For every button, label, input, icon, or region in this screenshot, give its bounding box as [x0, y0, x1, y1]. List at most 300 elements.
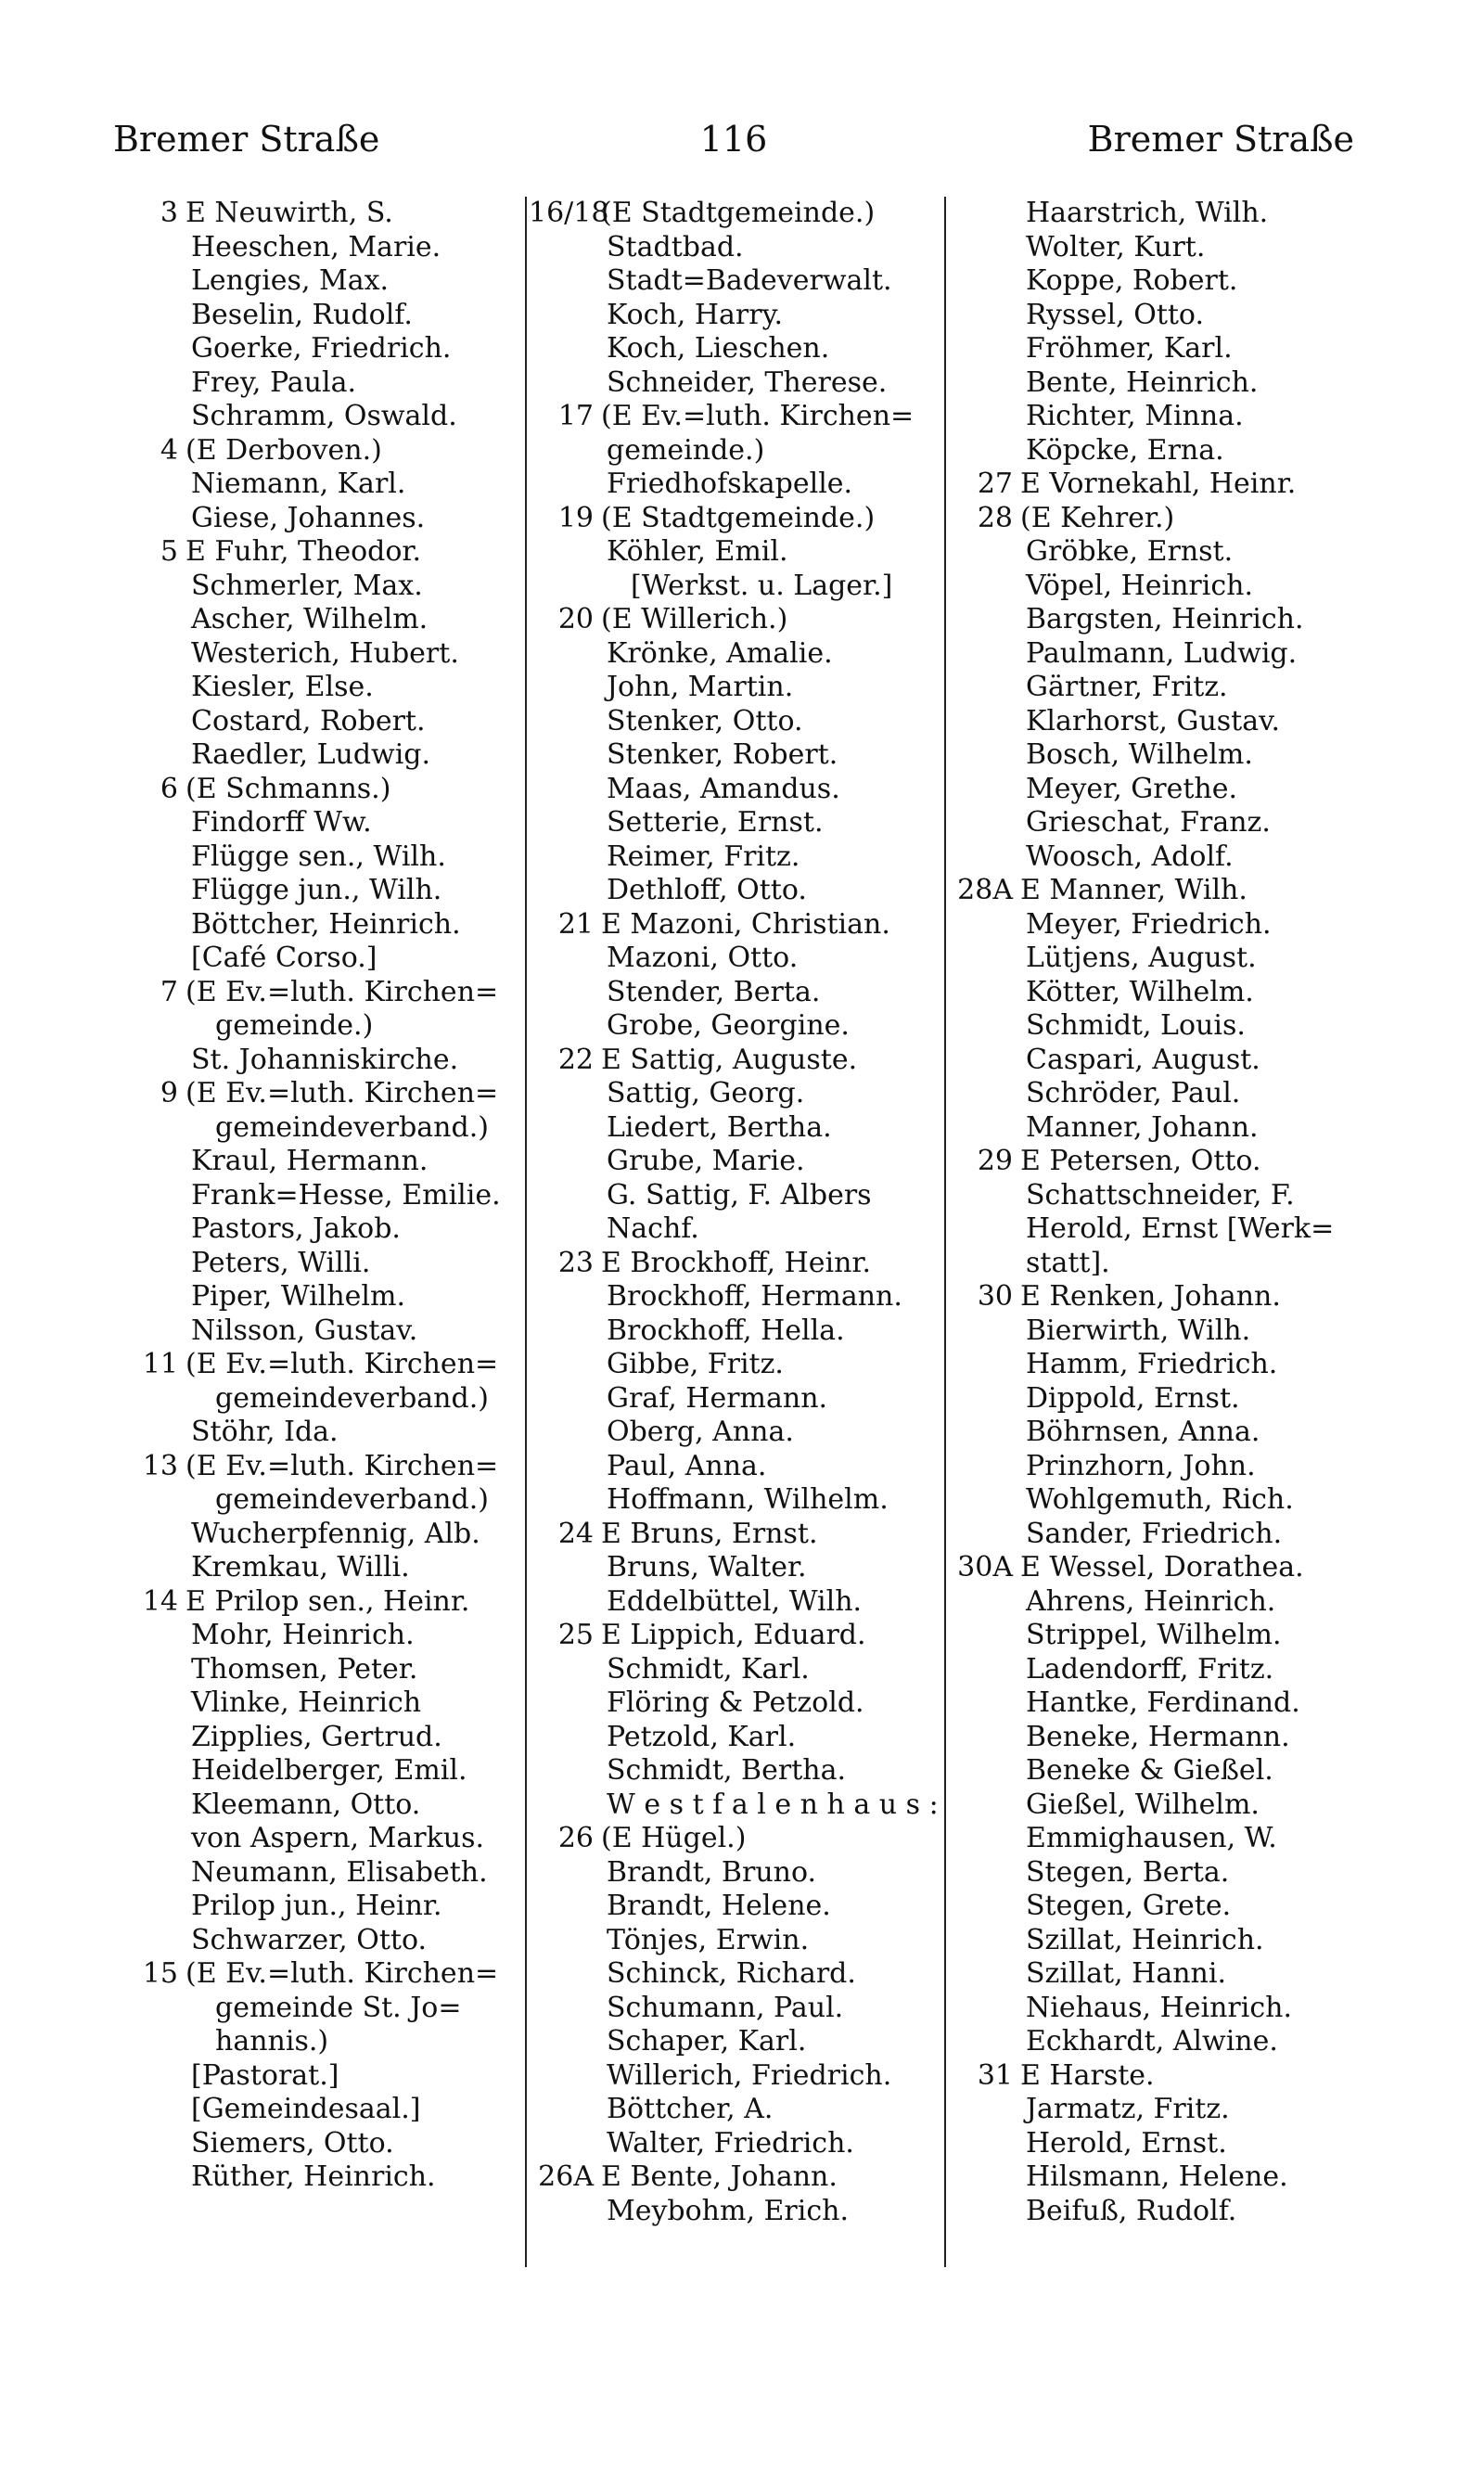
directory-entry	[948, 705, 1379, 739]
resident-name: E Mazoni, Christian.	[601, 907, 890, 941]
resident-name: gemeinde St. Jo=	[215, 1991, 462, 2024]
resident-name: Maas, Amandus.	[607, 772, 840, 805]
resident-name: Vlinke, Heinrich	[191, 1686, 422, 1719]
resident-name: E Sattig, Auguste.	[601, 1043, 858, 1076]
directory-entry	[529, 874, 946, 908]
house-number: 3	[160, 197, 178, 229]
resident-name: Heidelberger, Emil.	[191, 1754, 467, 1787]
directory-entry	[948, 1483, 1379, 1518]
directory-entry	[529, 1077, 946, 1111]
directory-entry	[113, 332, 535, 366]
directory-entry	[529, 1653, 946, 1687]
resident-name: (E Stadtgemeinde.)	[601, 197, 876, 229]
resident-name: Flöring & Petzold.	[607, 1686, 864, 1719]
house-number: 28A	[957, 874, 1013, 906]
resident-name: E Brockhoff, Heinr.	[601, 1246, 871, 1279]
directory-entry	[113, 434, 535, 468]
directory-entry	[529, 2160, 946, 2195]
resident-name: Wolter, Kurt.	[1026, 230, 1206, 263]
resident-name: von Aspern, Markus.	[191, 1822, 484, 1854]
house-number: 24	[557, 1517, 594, 1550]
resident-name: Raedler, Ludwig.	[191, 738, 431, 771]
directory-entry	[529, 738, 946, 773]
directory-entry	[113, 2025, 535, 2059]
resident-name: Beneke & Gießel.	[1026, 1754, 1273, 1787]
resident-name: Vöpel, Heinrich.	[1026, 569, 1254, 602]
directory-entry	[529, 570, 946, 604]
resident-name: Mohr, Heinrich.	[191, 1619, 415, 1651]
resident-name: Sander, Friedrich.	[1026, 1517, 1283, 1550]
directory-entry	[113, 874, 535, 908]
directory-entry	[948, 1957, 1379, 1992]
directory-entry	[113, 1856, 535, 1891]
resident-name: Schaper, Karl.	[607, 2025, 807, 2057]
directory-entry	[948, 976, 1379, 1010]
resident-name: Koch, Lieschen.	[607, 332, 830, 365]
resident-name: Siemers, Otto.	[191, 2126, 394, 2160]
resident-name: Schattschneider, F.	[1026, 1178, 1295, 1211]
house-number: 9	[160, 1077, 178, 1109]
resident-name: Wucherpfennig, Alb.	[191, 1517, 480, 1550]
resident-name: Oberg, Anna.	[607, 1416, 794, 1448]
directory-entry	[113, 1212, 535, 1247]
directory-entry	[113, 1890, 535, 1924]
resident-name: Stegen, Berta.	[1026, 1855, 1230, 1889]
directory-entry	[948, 942, 1379, 976]
resident-name: Friedhofskapelle.	[607, 468, 853, 500]
directory-entry	[948, 1721, 1379, 1755]
resident-name: (E Ev.=luth. Kirchen=	[186, 1957, 499, 1990]
directory-entry	[113, 738, 535, 773]
resident-name: (E Ev.=luth. Kirchen=	[186, 1348, 499, 1380]
house-number: 15	[142, 1957, 178, 1990]
directory-entry	[113, 603, 535, 637]
resident-name: (E Ev.=luth. Kirchen=	[601, 400, 915, 432]
directory-entry	[529, 434, 946, 468]
resident-name: E Manner, Wilh.	[1020, 874, 1247, 906]
directory-entry	[948, 1551, 1379, 1585]
directory-entry	[948, 1179, 1379, 1213]
directory-entry	[948, 400, 1379, 434]
directory-entry	[948, 2059, 1379, 2094]
directory-entry	[113, 1382, 535, 1416]
directory-entry	[529, 1348, 946, 1382]
directory-entry	[948, 231, 1379, 265]
directory-entry	[948, 197, 1379, 231]
resident-name: Hantke, Ferdinand.	[1026, 1686, 1300, 1719]
directory-entry	[113, 671, 535, 705]
directory-entry	[948, 434, 1379, 468]
directory-entry	[948, 468, 1379, 502]
resident-name: Herold, Ernst [Werk=	[1026, 1212, 1335, 1245]
directory-entry	[529, 264, 946, 299]
resident-name: (E Willerich.)	[601, 603, 788, 635]
resident-name: Hoffmann, Wilhelm.	[607, 1483, 889, 1516]
resident-name: Ladendorff, Fritz.	[1026, 1652, 1274, 1686]
resident-name: Niehaus, Heinrich.	[1026, 1991, 1293, 2024]
resident-name: Böhrnsen, Anna.	[1026, 1416, 1260, 1448]
directory-entry	[529, 976, 946, 1010]
resident-name: Stadt=Badeverwalt.	[607, 264, 892, 297]
directory-entry	[113, 806, 535, 840]
resident-name: (E Schmanns.)	[186, 772, 391, 805]
resident-name: Wohlgemuth, Rich.	[1026, 1483, 1294, 1516]
resident-name: Findorff Ww.	[191, 806, 372, 839]
directory-entry	[948, 1788, 1379, 1823]
directory-entry	[113, 1416, 535, 1450]
directory-entry	[113, 1044, 535, 1078]
house-number: 31	[977, 2058, 1013, 2092]
house-number: 21	[557, 907, 594, 941]
resident-name: Giese, Johannes.	[191, 501, 426, 534]
directory-entry	[529, 2093, 946, 2127]
resident-name: Liedert, Bertha.	[607, 1110, 832, 1144]
resident-name: Schwarzer, Otto.	[191, 1923, 428, 1956]
directory-column-1	[113, 197, 535, 2195]
directory-entry	[113, 2059, 535, 2094]
directory-entry	[948, 1924, 1379, 1958]
resident-name: Gibbe, Fritz.	[607, 1348, 784, 1380]
directory-entry	[529, 908, 946, 942]
directory-entry	[113, 1077, 535, 1111]
directory-entry	[948, 1686, 1379, 1721]
resident-name: Böttcher, A.	[607, 2093, 774, 2125]
resident-name: Frank=Hesse, Emilie.	[191, 1178, 501, 1211]
resident-name: Brockhoff, Hella.	[607, 1314, 845, 1347]
header-street-right: Bremer Straße	[1087, 119, 1354, 160]
directory-entry	[948, 1212, 1379, 1247]
resident-name: (E Hügel.)	[601, 1822, 747, 1854]
directory-entry	[113, 264, 535, 299]
resident-name: Caspari, August.	[1026, 1043, 1260, 1076]
house-number: 17	[557, 400, 594, 432]
resident-name: (E Ev.=luth. Kirchen=	[186, 975, 499, 1008]
resident-name: Paul, Anna.	[607, 1449, 767, 1482]
directory-entry	[529, 1788, 946, 1823]
resident-name: Haarstrich, Wilh.	[1026, 197, 1269, 229]
resident-name: Meybohm, Erich.	[607, 2194, 850, 2227]
directory-entry	[948, 1247, 1379, 1281]
directory-entry	[529, 1890, 946, 1924]
directory-entry	[948, 1450, 1379, 1484]
directory-entry	[948, 1992, 1379, 2026]
resident-name: Manner, Johann.	[1026, 1110, 1259, 1144]
resident-name: E Vornekahl, Heinr.	[1020, 468, 1297, 500]
directory-entry	[113, 1314, 535, 1349]
resident-name: Bierwirth, Wilh.	[1026, 1314, 1251, 1347]
directory-entry	[113, 1348, 535, 1382]
house-number: 25	[557, 1619, 594, 1651]
resident-name: Mazoni, Otto.	[607, 942, 799, 974]
resident-name: Schmerler, Max.	[191, 569, 423, 602]
resident-name: gemeindeverband.)	[215, 1381, 489, 1415]
directory-entry	[113, 1551, 535, 1585]
directory-entry	[529, 197, 946, 231]
resident-name: Schramm, Oswald.	[191, 400, 457, 432]
directory-entry	[113, 1247, 535, 1281]
resident-name: gemeindeverband.)	[215, 1483, 489, 1516]
resident-name: Schinck, Richard.	[607, 1957, 856, 1990]
directory-entry	[948, 535, 1379, 570]
directory-entry	[113, 570, 535, 604]
directory-entry	[529, 1450, 946, 1484]
resident-name: Bente, Heinrich.	[1026, 365, 1259, 399]
house-number: 28	[977, 501, 1013, 534]
resident-name: Willerich, Friedrich.	[607, 2058, 892, 2092]
resident-name: Eckhardt, Alwine.	[1026, 2025, 1278, 2057]
directory-entry	[529, 1212, 946, 1247]
house-number: 20	[557, 603, 594, 635]
directory-entry	[948, 1619, 1379, 1653]
resident-name: Böttcher, Heinrich.	[191, 907, 461, 941]
resident-name: John, Martin.	[607, 671, 794, 703]
resident-name: statt].	[1026, 1246, 1110, 1279]
directory-entry	[948, 2025, 1379, 2059]
directory-entry	[529, 840, 946, 875]
directory-entry	[113, 1721, 535, 1755]
directory-entry	[948, 637, 1379, 672]
resident-name: Westerich, Hubert.	[191, 636, 459, 670]
resident-name: Kiesler, Else.	[191, 671, 374, 703]
resident-name: Zipplies, Gertrud.	[191, 1720, 442, 1753]
resident-name: Heeschen, Marie.	[191, 230, 441, 263]
directory-entry	[113, 2160, 535, 2195]
resident-name: Köhler, Emil.	[607, 535, 788, 568]
house-number: 14	[142, 1584, 178, 1618]
resident-name: E Wessel, Dorathea.	[1020, 1551, 1304, 1583]
resident-name: Beselin, Rudolf.	[191, 298, 413, 331]
resident-name: Koppe, Robert.	[1026, 264, 1238, 297]
directory-entry	[113, 366, 535, 401]
resident-name: Schmidt, Karl.	[607, 1652, 810, 1686]
resident-name: G. Sattig, F. Albers	[607, 1178, 872, 1211]
directory-entry	[529, 1044, 946, 1078]
directory-entry	[948, 603, 1379, 637]
resident-name: (E Kehrer.)	[1020, 501, 1175, 534]
directory-entry	[113, 840, 535, 875]
resident-name: Nilsson, Gustav.	[191, 1314, 418, 1347]
directory-entry	[113, 1653, 535, 1687]
resident-name: Köpcke, Erna.	[1026, 433, 1224, 467]
directory-entry	[948, 738, 1379, 773]
resident-name: Fröhmer, Karl.	[1026, 332, 1233, 365]
directory-entry	[948, 299, 1379, 333]
resident-name: Ascher, Wilhelm.	[191, 603, 429, 635]
resident-name: Bruns, Walter.	[607, 1551, 807, 1583]
directory-entry	[113, 1145, 535, 1179]
directory-entry	[948, 264, 1379, 299]
resident-name: Dippold, Ernst.	[1026, 1381, 1240, 1415]
directory-entry	[113, 1483, 535, 1518]
directory-entry	[113, 637, 535, 672]
directory-entry	[529, 1822, 946, 1856]
directory-entry	[948, 874, 1379, 908]
directory-entry	[948, 1348, 1379, 1382]
directory-entry	[529, 2025, 946, 2059]
directory-entry	[529, 1924, 946, 1958]
directory-entry	[948, 2127, 1379, 2161]
directory-entry	[529, 1179, 946, 1213]
resident-name: Dethloff, Otto.	[607, 874, 807, 906]
directory-entry	[113, 1822, 535, 1856]
directory-entry	[948, 1856, 1379, 1891]
resident-name: Hamm, Friedrich.	[1026, 1348, 1278, 1380]
directory-entry	[529, 1754, 946, 1788]
resident-name: Petzold, Karl.	[607, 1720, 797, 1753]
resident-name: Grube, Marie.	[607, 1145, 805, 1177]
directory-entry	[948, 1009, 1379, 1044]
directory-entry	[529, 1247, 946, 1281]
resident-name: Setterie, Ernst.	[607, 806, 824, 839]
directory-entry	[113, 1924, 535, 1958]
resident-name: Schneider, Therese.	[607, 365, 888, 399]
resident-name: E Petersen, Otto.	[1020, 1145, 1261, 1177]
directory-entry	[113, 197, 535, 231]
resident-name: Prilop jun., Heinr.	[191, 1890, 442, 1922]
house-number: 7	[160, 975, 178, 1008]
directory-entry	[948, 1382, 1379, 1416]
resident-name: (E Derboven.)	[186, 433, 382, 467]
resident-name: Gröbke, Ernst.	[1026, 535, 1234, 568]
page-number: 116	[699, 119, 768, 160]
resident-name: Thomsen, Peter.	[191, 1652, 418, 1686]
resident-name: Stender, Berta.	[607, 975, 821, 1008]
directory-entry	[529, 1585, 946, 1620]
resident-name: hannis.)	[215, 2025, 329, 2057]
resident-name: Kötter, Wilhelm.	[1026, 975, 1254, 1008]
directory-entry	[113, 1585, 535, 1620]
resident-name: Graf, Hermann.	[607, 1381, 828, 1415]
resident-name: Brandt, Helene.	[607, 1890, 831, 1922]
directory-entry	[948, 502, 1379, 536]
resident-name: E Fuhr, Theodor.	[186, 535, 422, 568]
resident-name: E Neuwirth, S.	[186, 197, 393, 229]
house-number: 13	[142, 1449, 178, 1482]
resident-name: Peters, Willi.	[191, 1246, 371, 1279]
directory-entry	[529, 400, 946, 434]
resident-name: Neumann, Elisabeth.	[191, 1855, 488, 1889]
resident-name: gemeindeverband.)	[215, 1110, 489, 1144]
directory-entry	[529, 1551, 946, 1585]
resident-name: Woosch, Adolf.	[1026, 840, 1234, 873]
house-number: 30	[977, 1280, 1013, 1313]
resident-name: Grobe, Georgine.	[607, 1009, 850, 1042]
directory-entry	[529, 1957, 946, 1992]
directory-entry	[113, 1957, 535, 1992]
resident-name: Kleemann, Otto.	[191, 1788, 421, 1821]
resident-name: Jarmatz, Fritz.	[1026, 2093, 1230, 2125]
directory-entry	[529, 1416, 946, 1450]
directory-entry	[529, 1686, 946, 1721]
resident-name: Kraul, Hermann.	[191, 1145, 429, 1177]
resident-name: Bargsten, Heinrich.	[1026, 603, 1304, 635]
directory-entry	[113, 976, 535, 1010]
resident-name: Stenker, Otto.	[607, 704, 803, 737]
resident-name: Bosch, Wilhelm.	[1026, 738, 1253, 771]
directory-entry	[948, 2160, 1379, 2195]
resident-name: Strippel, Wilhelm.	[1026, 1619, 1282, 1651]
resident-name: E Lippich, Eduard.	[601, 1619, 866, 1651]
resident-name: Rüther, Heinrich.	[191, 2160, 436, 2193]
resident-name: Eddelbüttel, Wilh.	[607, 1584, 863, 1618]
directory-entry	[529, 1619, 946, 1653]
directory-entry	[113, 1518, 535, 1552]
resident-name: Niemann, Karl.	[191, 468, 406, 500]
directory-entry	[529, 1009, 946, 1044]
directory-entry	[948, 1314, 1379, 1349]
resident-name: Paulmann, Ludwig.	[1026, 636, 1298, 670]
directory-entry	[948, 1822, 1379, 1856]
directory-entry	[529, 773, 946, 807]
directory-column-3	[948, 197, 1379, 2228]
house-number: 26A	[538, 2160, 594, 2193]
resident-name: Reimer, Fritz.	[607, 840, 800, 873]
house-number: 23	[557, 1246, 594, 1279]
directory-entry	[948, 2093, 1379, 2127]
resident-name: E Bente, Johann.	[601, 2160, 838, 2193]
resident-name: Pastors, Jakob.	[191, 1212, 401, 1245]
resident-name: Prinzhorn, John.	[1026, 1449, 1256, 1482]
house-number: 6	[160, 772, 178, 805]
directory-entry	[113, 1686, 535, 1721]
directory-entry	[113, 1992, 535, 2026]
directory-entry	[948, 1111, 1379, 1146]
directory-entry	[113, 1280, 535, 1314]
resident-name: Emmighausen, W.	[1026, 1822, 1277, 1854]
resident-name: Beneke, Hermann.	[1026, 1720, 1290, 1753]
house-number: 27	[977, 468, 1013, 500]
resident-name: [Pastorat.]	[191, 2058, 339, 2092]
directory-entry	[113, 1009, 535, 1044]
resident-name: Gießel, Wilhelm.	[1026, 1788, 1260, 1821]
directory-entry	[113, 2127, 535, 2161]
resident-name: Beifuß, Rudolf.	[1026, 2194, 1237, 2227]
header-street-left: Bremer Straße	[113, 119, 380, 160]
directory-entry	[948, 840, 1379, 875]
directory-entry	[113, 773, 535, 807]
directory-entry	[529, 671, 946, 705]
resident-name: Grieschat, Franz.	[1026, 806, 1271, 839]
directory-entry	[529, 502, 946, 536]
directory-entry	[948, 671, 1379, 705]
resident-name: Stegen, Grete.	[1026, 1890, 1232, 1922]
directory-entry	[529, 806, 946, 840]
resident-name: [Werkst. u. Lager.]	[631, 569, 893, 602]
resident-name: [Café Corso.]	[191, 942, 377, 974]
directory-entry	[529, 332, 946, 366]
directory-entry	[113, 535, 535, 570]
resident-name: Brockhoff, Hermann.	[607, 1280, 902, 1313]
resident-name: Schmidt, Bertha.	[607, 1754, 846, 1787]
house-number: 22	[557, 1043, 594, 1076]
resident-name: Stadtbad.	[607, 230, 744, 263]
resident-name: Costard, Robert.	[191, 704, 426, 737]
building-heading: W e s t f a l e n h a u s :	[607, 1788, 939, 1821]
resident-name: gemeinde.)	[215, 1009, 374, 1042]
directory-entry	[529, 1145, 946, 1179]
house-number: 5	[160, 535, 178, 568]
directory-entry	[529, 603, 946, 637]
directory-entry	[529, 1111, 946, 1146]
directory-entry	[113, 908, 535, 942]
house-number: 29	[977, 1145, 1013, 1177]
directory-column-2	[529, 197, 946, 2228]
resident-name: Meyer, Grethe.	[1026, 772, 1238, 805]
directory-entry	[113, 942, 535, 976]
resident-name: (E Stadtgemeinde.)	[601, 501, 876, 534]
directory-entry	[948, 1890, 1379, 1924]
resident-name: [Gemeindesaal.]	[191, 2093, 421, 2125]
